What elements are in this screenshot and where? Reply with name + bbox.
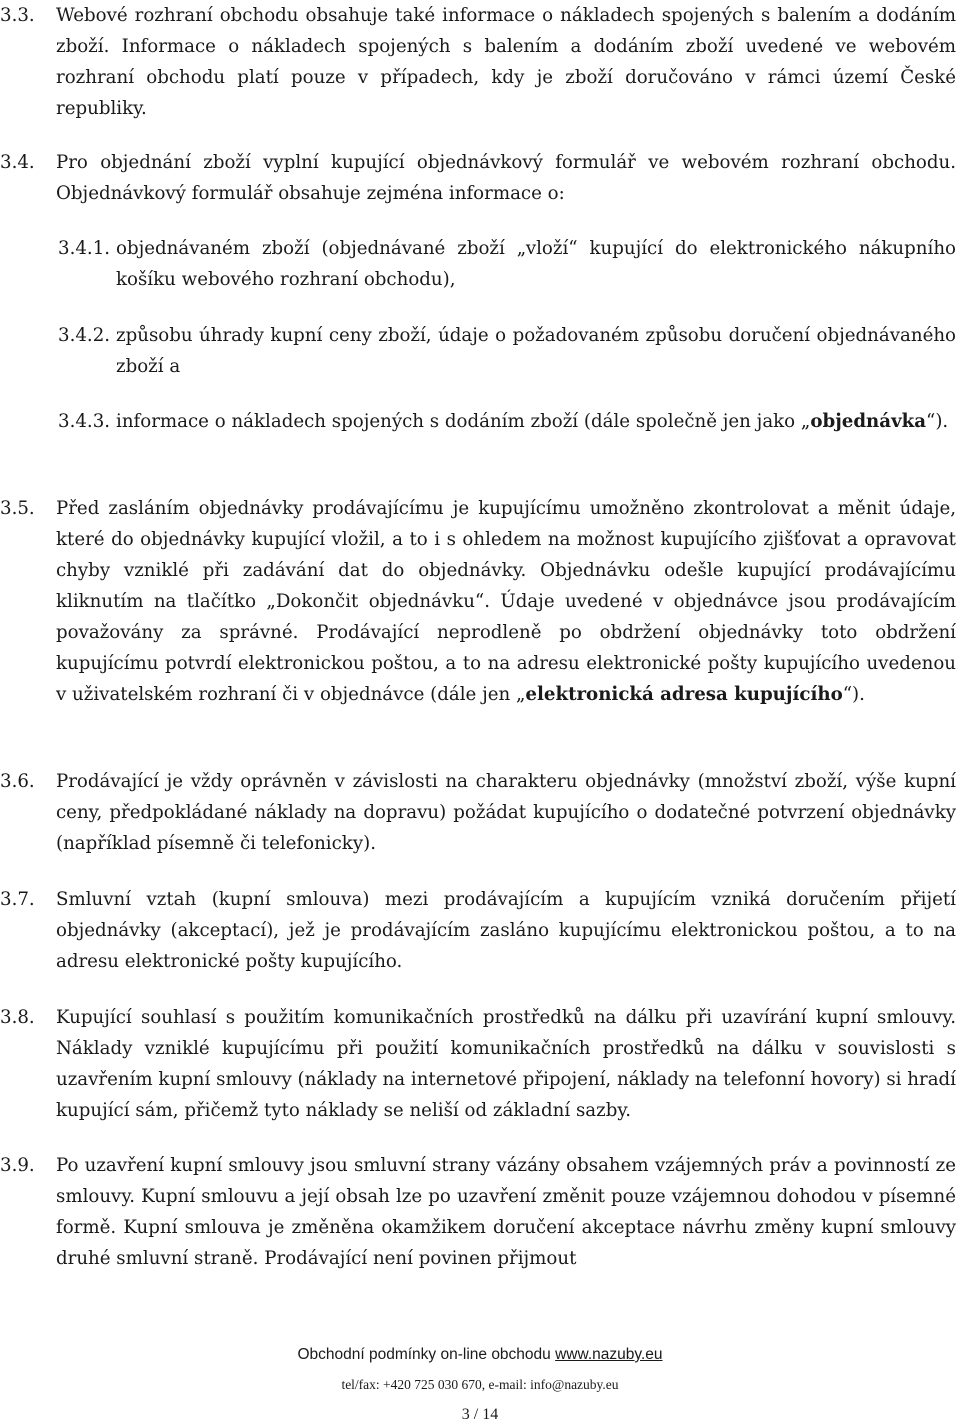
clause-number: 3.3. (0, 5, 35, 26)
clause-number: 3.4.2. (58, 325, 111, 346)
clause-text: Před zasláním objednávky prodávajícímu je kupujícímu umožněno zkontrolovat a měnit údaje, které do objednávky kupující vložil, a to i s ohledem na možnost kupujícího zjišťovat a opravovat chyby vzniklé při zadávání dat do objednávky. Objednávku odešle kupující prodávajícímu kliknutím na tlačítko „Dokončit objednávku“. Údaje uvedené v objednávce jsou prodávajícím považovány za správné. Prodávající neprodleně po obdržení objednávky toto obdržení kupujícímu potvrdí elektronickou poštou, a to na adresu elektronické pošty kupujícího uvedenou v uživatelském rozhraní či v objednávce (dále jen „elektronická adresa kupujícího“). (56, 498, 956, 705)
clause-3-5 (0, 493, 960, 710)
clause-text: Prodávající je vždy oprávněn v závislosti na charakteru objednávky (množství zboží, výše kupní ceny, předpokládané náklady na dopravu) požádat kupujícího o dodatečné potvrzení objednávky (například písemně či telefonicky). (56, 771, 956, 854)
footer-title-line (0, 1346, 960, 1364)
clause-3-8 (0, 1002, 960, 1126)
clause-text: Pro objednání zboží vyplní kupující objednávkový formulář ve webovém rozhraní obchodu. Objednávkový formulář obsahuje zejména informace o: (56, 152, 956, 204)
clause-number: 3.4.3. (58, 411, 111, 432)
clause-text: Kupující souhlasí s použitím komunikačních prostředků na dálku při uzavírání kupní smlouvy. Náklady vzniklé kupujícímu při použití komunikačních prostředků na dálku v souvislosti s uzavřením kupní smlouvy (náklady na internetové připojení, náklady na telefonní hovory) si hradí kupující sám, přičemž tyto náklady se neliší od základní sazby. (56, 1007, 956, 1121)
clause-text: informace o nákladech spojených s dodáním zboží (dále společně jen jako „objednávka“). (116, 411, 949, 432)
clause-number: 3.7. (0, 889, 35, 910)
clause-text: Smluvní vztah (kupní smlouva) mezi prodávajícím a kupujícím vzniká doručením přijetí objednávky (akceptací), jež je prodávajícím zasláno kupujícímu elektronickou poštou, a to na adresu elektronické pošty kupujícího. (56, 889, 956, 972)
clause-3-4-1 (58, 233, 960, 295)
clause-text: objednávaném zboží (objednávané zboží „vloží“ kupující do elektronického nákupního košíku webového rozhraní obchodu), (116, 238, 956, 290)
footer-title: Obchodní podmínky on-line obchodu (297, 1346, 551, 1363)
clause-number: 3.9. (0, 1155, 35, 1176)
page-number: 3 / 14 (461, 1406, 499, 1423)
clause-text: způsobu úhrady kupní ceny zboží, údaje o požadovaném způsobu doručení objednávaného zboží a (116, 325, 956, 377)
clause-number: 3.4. (0, 152, 35, 173)
clause-3-6 (0, 766, 960, 859)
clause-number: 3.6. (0, 771, 35, 792)
footer-website-link[interactable]: www.nazuby.eu (555, 1346, 663, 1363)
clause-3-7 (0, 884, 960, 977)
clause-number: 3.4.1. (58, 238, 111, 259)
clause-number: 3.8. (0, 1007, 35, 1028)
clause-text: Webové rozhraní obchodu obsahuje také informace o nákladech spojených s balením a dodáním zboží. Informace o nákladech spojených s balením a dodáním zboží uvedené ve webovém rozhraní obchodu platí pouze v případech, kdy je zboží doručováno v rámci území České republiky. (56, 5, 956, 119)
clause-3-4 (0, 147, 960, 209)
clause-3-9 (0, 1150, 960, 1274)
clause-3-4-3 (58, 406, 960, 437)
defined-term: elektronická adresa kupujícího (525, 684, 843, 705)
footer-contact: tel/fax: +420 725 030 670, e-mail: info@nazuby.eu (341, 1377, 619, 1392)
clause-3-4-2 (58, 320, 960, 382)
clause-3-3 (0, 0, 960, 124)
defined-term: objednávka (810, 411, 927, 432)
clause-number: 3.5. (0, 498, 35, 519)
clause-text: Po uzavření kupní smlouvy jsou smluvní strany vázány obsahem vzájemných práv a povinností ze smlouvy. Kupní smlouvu a její obsah lze po uzavření změnit pouze vzájemnou dohodou v písemné formě. Kupní smlouva je změněna okamžikem doručení akceptace návrhu změny kupní smlouvy druhé smluvní straně. Prodávající není povinen přijmout (56, 1155, 956, 1269)
